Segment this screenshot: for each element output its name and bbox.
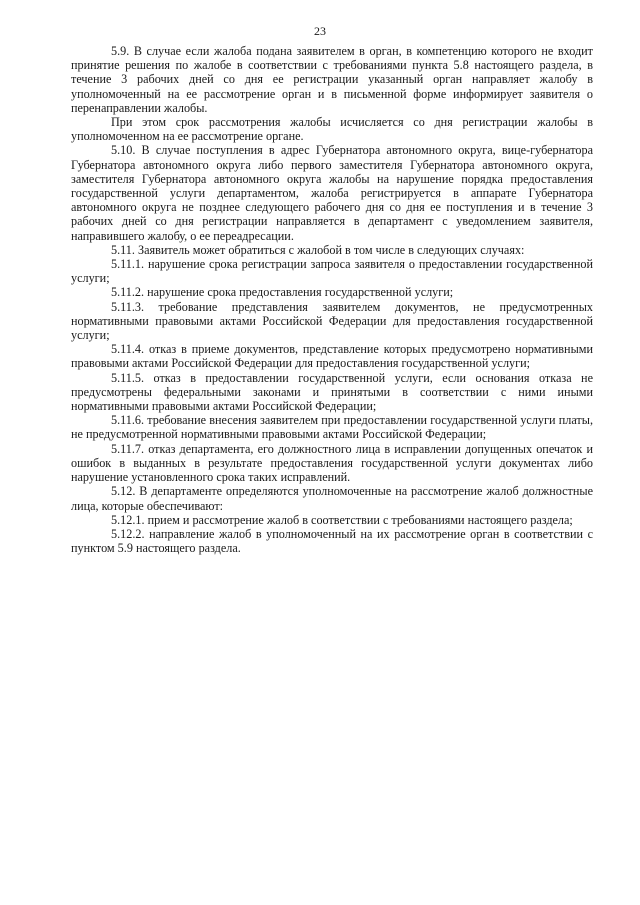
paragraph-5-12-2: 5.12.2. направление жалоб в уполномоченный на их рассмотрение орган в соответствии с пунктом 5.9 настоящего раздела. <box>71 526 593 556</box>
paragraph-5-11-5: 5.11.5. отказ в предоставлении государственной услуги, если основания отказа не предусмотрены федеральными законами и принятыми в соответствии с ними иными нормативными правовыми актами Российской Федерации; <box>71 370 593 414</box>
paragraph-5-9: 5.9. В случае если жалоба подана заявителем в орган, в компетенцию которого не входит принятие решения по жалобе в соответствии с требованиями пункта 5.8 настоящего раздела, в течение 3 рабочих дней со дня ее регистрации указанный орган направляет жалобу в уполномоченный на ее рассмотрение орган и в письменной форме информирует заявителя о перенаправлении жалобы. <box>71 44 593 115</box>
paragraph-5-12: 5.12. В департаменте определяются уполномоченные на рассмотрение жалоб должностные лица, которые обеспечивают: <box>71 484 593 513</box>
paragraph-5-11-6: 5.11.6. требование внесения заявителем при предоставлении государственной услуги платы, не предусмотренной нормативными правовыми актами Российской Федерации; <box>71 413 593 442</box>
paragraph-5-9-term: При этом срок рассмотрения жалобы исчисляется со дня регистрации жалобы в уполномоченном на ее рассмотрение органе. <box>71 115 593 144</box>
document-body <box>71 44 593 555</box>
paragraph-5-10: 5.10. В случае поступления в адрес Губернатора автономного округа, вице-губернатора Губернатора автономного округа либо первого заместителя Губернатора автономного округа, заместителя Губернатора автономного округа жалобы на нарушение порядка предоставления государственной услуги департаментом, жалоба регистрируется в аппарате Губернатора автономного округа не позднее следующего рабочего дня со дня ее поступления и в течение 3 рабочих дней со дня регистрации направляется в департамент с уведомлением заявителя, направившего жалобу, о ее переадресации. <box>71 143 593 243</box>
paragraph-5-11-3: 5.11.3. требование представления заявителем документов, не предусмотренных нормативными правовыми актами Российской Федерации для предоставления государственной услуги; <box>71 299 593 343</box>
paragraph-5-11-7: 5.11.7. отказ департамента, его должностного лица в исправлении допущенных опечаток и ошибок в выданных в результате предоставления государственной услуги документах либо нарушение установленного срока таких исправлений. <box>71 441 593 485</box>
paragraph-5-11-2: 5.11.2. нарушение срока предоставления государственной услуги; <box>111 285 454 300</box>
paragraph-5-11-1: 5.11.1. нарушение срока регистрации запроса заявителя о предоставлении государственной услуги; <box>71 257 593 286</box>
paragraph-5-11: 5.11. Заявитель может обратиться с жалобой в том числе в следующих случаях: <box>111 242 525 257</box>
paragraph-5-12-1: 5.12.1. прием и рассмотрение жалоб в соответствии с требованиями настоящего раздела; <box>111 512 573 527</box>
page-number: 23 <box>314 24 326 38</box>
paragraph-5-11-4: 5.11.4. отказ в приеме документов, представление которых предусмотрено нормативными правовыми актами Российской Федерации для предоставления государственной услуги; <box>71 342 593 371</box>
